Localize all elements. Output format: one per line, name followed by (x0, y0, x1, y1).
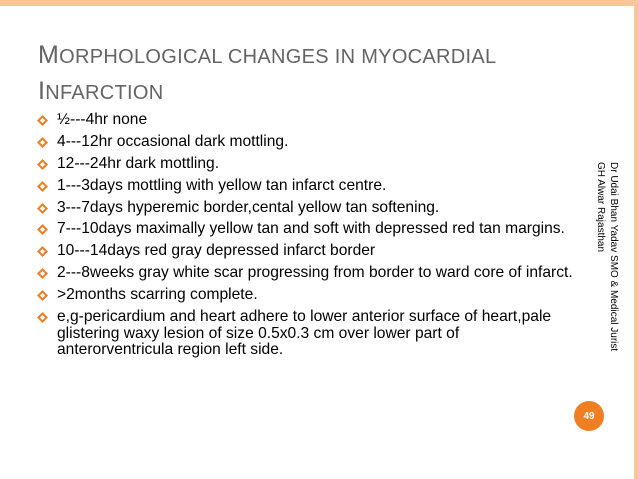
author-credit-line-2: GH Alwar Rajasthan (595, 162, 606, 253)
author-credit (580, 162, 620, 382)
diamond-ring-bullet-icon (37, 181, 48, 192)
page-number-badge: 49 (574, 401, 604, 431)
diamond-ring-bullet-icon (37, 203, 48, 214)
bullet-item (37, 265, 577, 282)
bullet-text: 2---8weeks gray white scar progressing from border to ward core of infarct. (57, 264, 573, 282)
diamond-ring-bullet-icon (37, 224, 48, 235)
diamond-ring-bullet-icon (37, 312, 48, 323)
bullet-item (37, 309, 577, 359)
title-line-1: MORPHOLOGICAL CHANGES IN MYOCARDIAL (38, 41, 497, 69)
top-accent-rule (0, 0, 638, 6)
bullet-item (37, 156, 577, 173)
diamond-ring-bullet-icon (37, 159, 48, 170)
bullet-text: e,g-pericardium and heart adhere to lower anterior surface of heart,pale glistering waxy lesion of size 0.5x0.3 cm over lower part of anterorventricula region left side. (57, 308, 552, 359)
slide-title (38, 38, 578, 110)
bullet-item (37, 221, 577, 238)
diamond-ring-bullet-icon (37, 268, 48, 279)
diamond-ring-bullet-icon (37, 115, 48, 126)
bullet-text: 12---24hr dark mottling. (57, 154, 220, 172)
bullet-item (37, 287, 577, 304)
diamond-ring-bullet-icon (37, 290, 48, 301)
bullet-text: 1---3days mottling with yellow tan infarct centre. (57, 176, 387, 194)
bullet-item (37, 112, 577, 129)
right-accent-rule (634, 0, 638, 479)
bullet-text: 4---12hr occasional dark mottling. (57, 132, 289, 150)
bullet-item (37, 134, 577, 151)
bullet-text: 7---10days maximally yellow tan and soft with depressed red tan margins. (57, 220, 565, 238)
bullet-text: 10---14days red gray depressed infarct border (57, 242, 376, 260)
diamond-ring-bullet-icon (37, 246, 48, 257)
bullet-item (37, 243, 577, 260)
bullet-item (37, 178, 577, 195)
title-line-2: INFARCTION (38, 77, 164, 105)
bullet-list (37, 112, 577, 364)
bullet-item (37, 200, 577, 217)
diamond-ring-bullet-icon (37, 137, 48, 148)
bullet-text: 3---7days hyperemic border,cental yellow tan softening. (57, 198, 440, 216)
bullet-text: ½---4hr none (57, 111, 148, 128)
bullet-text: >2months scarring complete. (57, 286, 258, 304)
author-credit-line-1: Dr Udai Bhan Yadav SMO & Medical Jurist (608, 162, 619, 352)
